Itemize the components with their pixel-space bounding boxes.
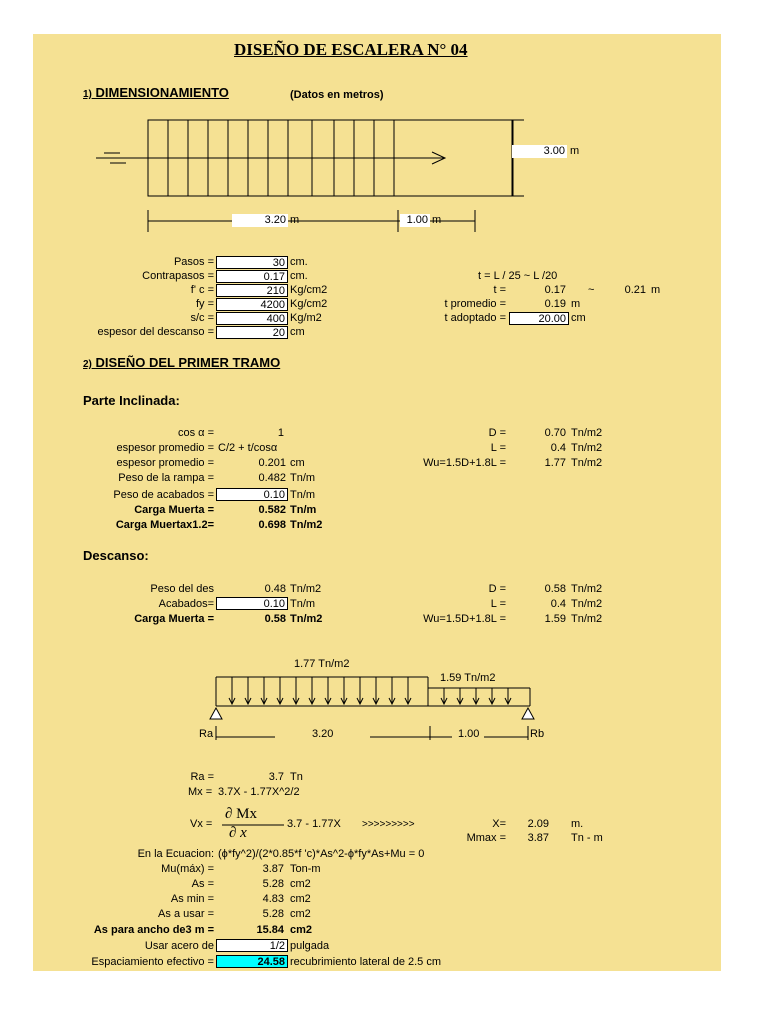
input-fy[interactable]: 4200 — [216, 298, 288, 311]
stair-length-unit: m — [290, 214, 300, 226]
vx-expression: 3.7 - 1.77X — [287, 818, 341, 830]
incl-D-value: 0.70 — [544, 427, 566, 439]
incl-Wu-value: 1.77 — [544, 457, 566, 469]
landing-peso-value: 0.48 — [264, 583, 286, 595]
t-formula: t = L / 25 ~ L /20 — [478, 270, 558, 282]
beam-load-2: 1.59 Tn/m2 — [440, 672, 496, 684]
input-unit-sc: Kg/m2 — [290, 312, 322, 324]
asancho-unit: cm2 — [290, 924, 313, 936]
stair-width-unit: m — [570, 145, 580, 157]
carga-muerta-label: Carga Muerta = — [134, 504, 214, 516]
ra-label: Ra = — [190, 771, 214, 783]
ra-value: 3.7 — [268, 771, 284, 783]
vx-label: Vx = — [190, 818, 213, 830]
x-unit: m. — [571, 818, 584, 830]
espaciamiento-label: Espaciamiento efectivo = — [91, 956, 214, 968]
beam-rb-label: Rb — [530, 728, 545, 740]
mx-value: 3.7X - 1.77X^2/2 — [218, 786, 300, 798]
landing-peso-unit: Tn/m2 — [290, 583, 322, 595]
landing-heading: Descanso: — [83, 548, 149, 563]
beam-ra-label: Ra — [199, 728, 214, 740]
espesor-formula-label: espesor promedio = — [116, 442, 214, 454]
incl-L-label: L = — [490, 442, 506, 454]
landing-carga-muerta-label: Carga Muerta = — [134, 613, 214, 625]
input-label-fc: f' c = — [190, 284, 214, 296]
landing-length-value: 1.00 — [400, 214, 430, 227]
landing-carga-muerta-unit: Tn/m2 — [290, 613, 323, 625]
input-unit-fy: Kg/cm2 — [290, 298, 328, 310]
cos-label: cos α = — [177, 427, 214, 439]
mu-value: 3.87 — [262, 863, 284, 875]
espesor-value: 0.201 — [258, 457, 286, 469]
landing-length-unit: m — [432, 214, 442, 226]
stair-length-value: 3.20 — [232, 214, 288, 227]
section-2-number: 2) — [83, 359, 92, 370]
acabados-unit: Tn/m — [290, 489, 316, 501]
acero-label: Usar acero de — [144, 940, 214, 952]
input-unit-pasos: cm. — [290, 256, 308, 268]
rampa-unit: Tn/m — [290, 472, 316, 484]
land-Wu-value: 1.59 — [544, 613, 566, 625]
ecuacion-label: En la Ecuacion: — [137, 848, 214, 860]
asmin-value: 4.83 — [262, 893, 284, 905]
rampa-label: Peso de la rampa = — [118, 472, 214, 484]
carga-muerta-12-label: Carga Muertax1.2= — [115, 519, 214, 531]
mx-label: Mx = — [188, 786, 213, 798]
x-label: X= — [492, 818, 506, 830]
land-L-label: L = — [490, 598, 506, 610]
input-label-fy: fy = — [195, 298, 214, 310]
section-1-number: 1) — [83, 89, 92, 100]
landing-acabados-label: Acabados= — [158, 598, 214, 610]
t-promedio-value: 0.19 — [544, 298, 566, 310]
incl-L-unit: Tn/m2 — [571, 442, 603, 454]
ecuacion-value: (ϕ*fy^2)/(2*0.85*f 'c)*As^2-ϕ*fy*As+Mu = 0 — [218, 848, 425, 860]
beam-span-2: 1.00 — [458, 728, 480, 740]
espaciamiento-value: 24.58 — [216, 955, 288, 968]
carga-muerta-value: 0.582 — [258, 504, 286, 516]
inclined-heading: Parte Inclinada: — [83, 393, 180, 408]
input-landing-acabados[interactable]: 0.10 — [216, 597, 288, 610]
input-t-adoptado[interactable]: 20.00 — [509, 312, 569, 325]
asancho-value: 15.84 — [256, 924, 284, 936]
beam-span-1: 3.20 — [312, 728, 334, 740]
landing-acabados-unit: Tn/m — [290, 598, 316, 610]
t-adoptado-label: t adoptado = — [444, 312, 506, 324]
espesor-formula: C/2 + t/cosα — [218, 442, 278, 454]
asmin-label: As min = — [170, 893, 214, 905]
carga-muerta-12-unit: Tn/m2 — [290, 519, 323, 531]
as-label: As = — [191, 878, 214, 890]
incl-Wu-unit: Tn/m2 — [571, 457, 603, 469]
incl-D-unit: Tn/m2 — [571, 427, 603, 439]
t-tilde: ~ — [588, 284, 595, 296]
incl-L-value: 0.4 — [550, 442, 566, 454]
espaciamiento-note: recubrimiento lateral de 2.5 cm — [290, 956, 442, 968]
t-label: t = — [493, 284, 506, 296]
section-2-title: DISEÑO DEL PRIMER TRAMO — [95, 355, 281, 370]
input-unit-contrapasos: cm. — [290, 270, 308, 282]
as-value: 5.28 — [262, 878, 284, 890]
acabados-label: Peso de acabados = — [113, 489, 214, 501]
asusar-value: 5.28 — [262, 908, 284, 920]
carga-muerta-12-value: 0.698 — [258, 519, 286, 531]
as-unit: cm2 — [290, 878, 311, 890]
land-L-unit: Tn/m2 — [571, 598, 603, 610]
vx-arrows: >>>>>>>>> — [362, 819, 415, 830]
mu-label: Mu(máx) = — [161, 863, 214, 875]
section-1-title: DIMENSIONAMIENTO — [95, 85, 229, 100]
input-label-pasos: Pasos = — [173, 256, 214, 268]
land-Wu-label: Wu=1.5D+1.8L = — [423, 613, 506, 625]
incl-Wu-label: Wu=1.5D+1.8L = — [423, 457, 506, 469]
land-L-value: 0.4 — [550, 598, 566, 610]
input-espesor-descanso[interactable]: 20 — [216, 326, 288, 339]
land-D-label: D = — [488, 583, 506, 595]
input-label-sc: s/c = — [190, 312, 214, 324]
x-value: 2.09 — [527, 818, 549, 830]
t-adoptado-unit: cm — [571, 312, 586, 324]
asmin-unit: cm2 — [290, 893, 311, 905]
landing-peso-label: Peso del des — [150, 583, 214, 595]
ra-unit: Tn — [290, 771, 303, 783]
input-sc[interactable]: 400 — [216, 312, 288, 325]
cos-value: 1 — [277, 427, 284, 439]
stair-width-value: 3.00 — [512, 145, 567, 158]
acero-unit: pulgada — [290, 940, 330, 952]
t-promedio-label: t promedio = — [444, 298, 506, 310]
t-max: 0.21 — [624, 284, 646, 296]
land-D-value: 0.58 — [544, 583, 566, 595]
input-acabados[interactable]: 0.10 — [216, 488, 288, 501]
input-pasos[interactable]: 30 — [216, 256, 288, 269]
mmax-unit: Tn - m — [571, 832, 603, 844]
input-label-espesor-descanso: espesor del descanso = — [97, 326, 214, 338]
section-1-note: (Datos en metros) — [290, 89, 384, 101]
input-label-contrapasos: Contrapasos = — [142, 270, 214, 282]
espesor-unit: cm — [290, 457, 305, 469]
mmax-value: 3.87 — [527, 832, 549, 844]
input-fc[interactable]: 210 — [216, 284, 288, 297]
t-min: 0.17 — [544, 284, 566, 296]
vx-numerator: ∂ Mx — [225, 806, 257, 822]
incl-D-label: D = — [488, 427, 506, 439]
rampa-value: 0.482 — [258, 472, 286, 484]
asusar-label: As a usar = — [158, 908, 214, 920]
landing-carga-muerta-value: 0.58 — [264, 613, 286, 625]
espesor-label: espesor promedio = — [116, 457, 214, 469]
land-Wu-unit: Tn/m2 — [571, 613, 603, 625]
vx-denominator: ∂ x — [229, 825, 247, 841]
mu-unit: Ton-m — [290, 863, 321, 875]
input-contrapasos[interactable]: 0.17 — [216, 270, 288, 283]
input-acero[interactable]: 1/2 — [216, 939, 288, 952]
mmax-label: Mmax = — [466, 832, 506, 844]
land-D-unit: Tn/m2 — [571, 583, 603, 595]
asusar-unit: cm2 — [290, 908, 311, 920]
input-unit-espesor-descanso: cm — [290, 326, 305, 338]
beam-load-1: 1.77 Tn/m2 — [294, 658, 350, 670]
input-unit-fc: Kg/cm2 — [290, 284, 328, 296]
asancho-label: As para ancho de3 m = — [93, 924, 214, 936]
carga-muerta-unit: Tn/m — [290, 504, 317, 516]
page-title: DISEÑO DE ESCALERA N° 04 — [234, 40, 468, 59]
t-promedio-unit: m — [571, 298, 581, 310]
t-max-unit: m — [651, 284, 661, 296]
